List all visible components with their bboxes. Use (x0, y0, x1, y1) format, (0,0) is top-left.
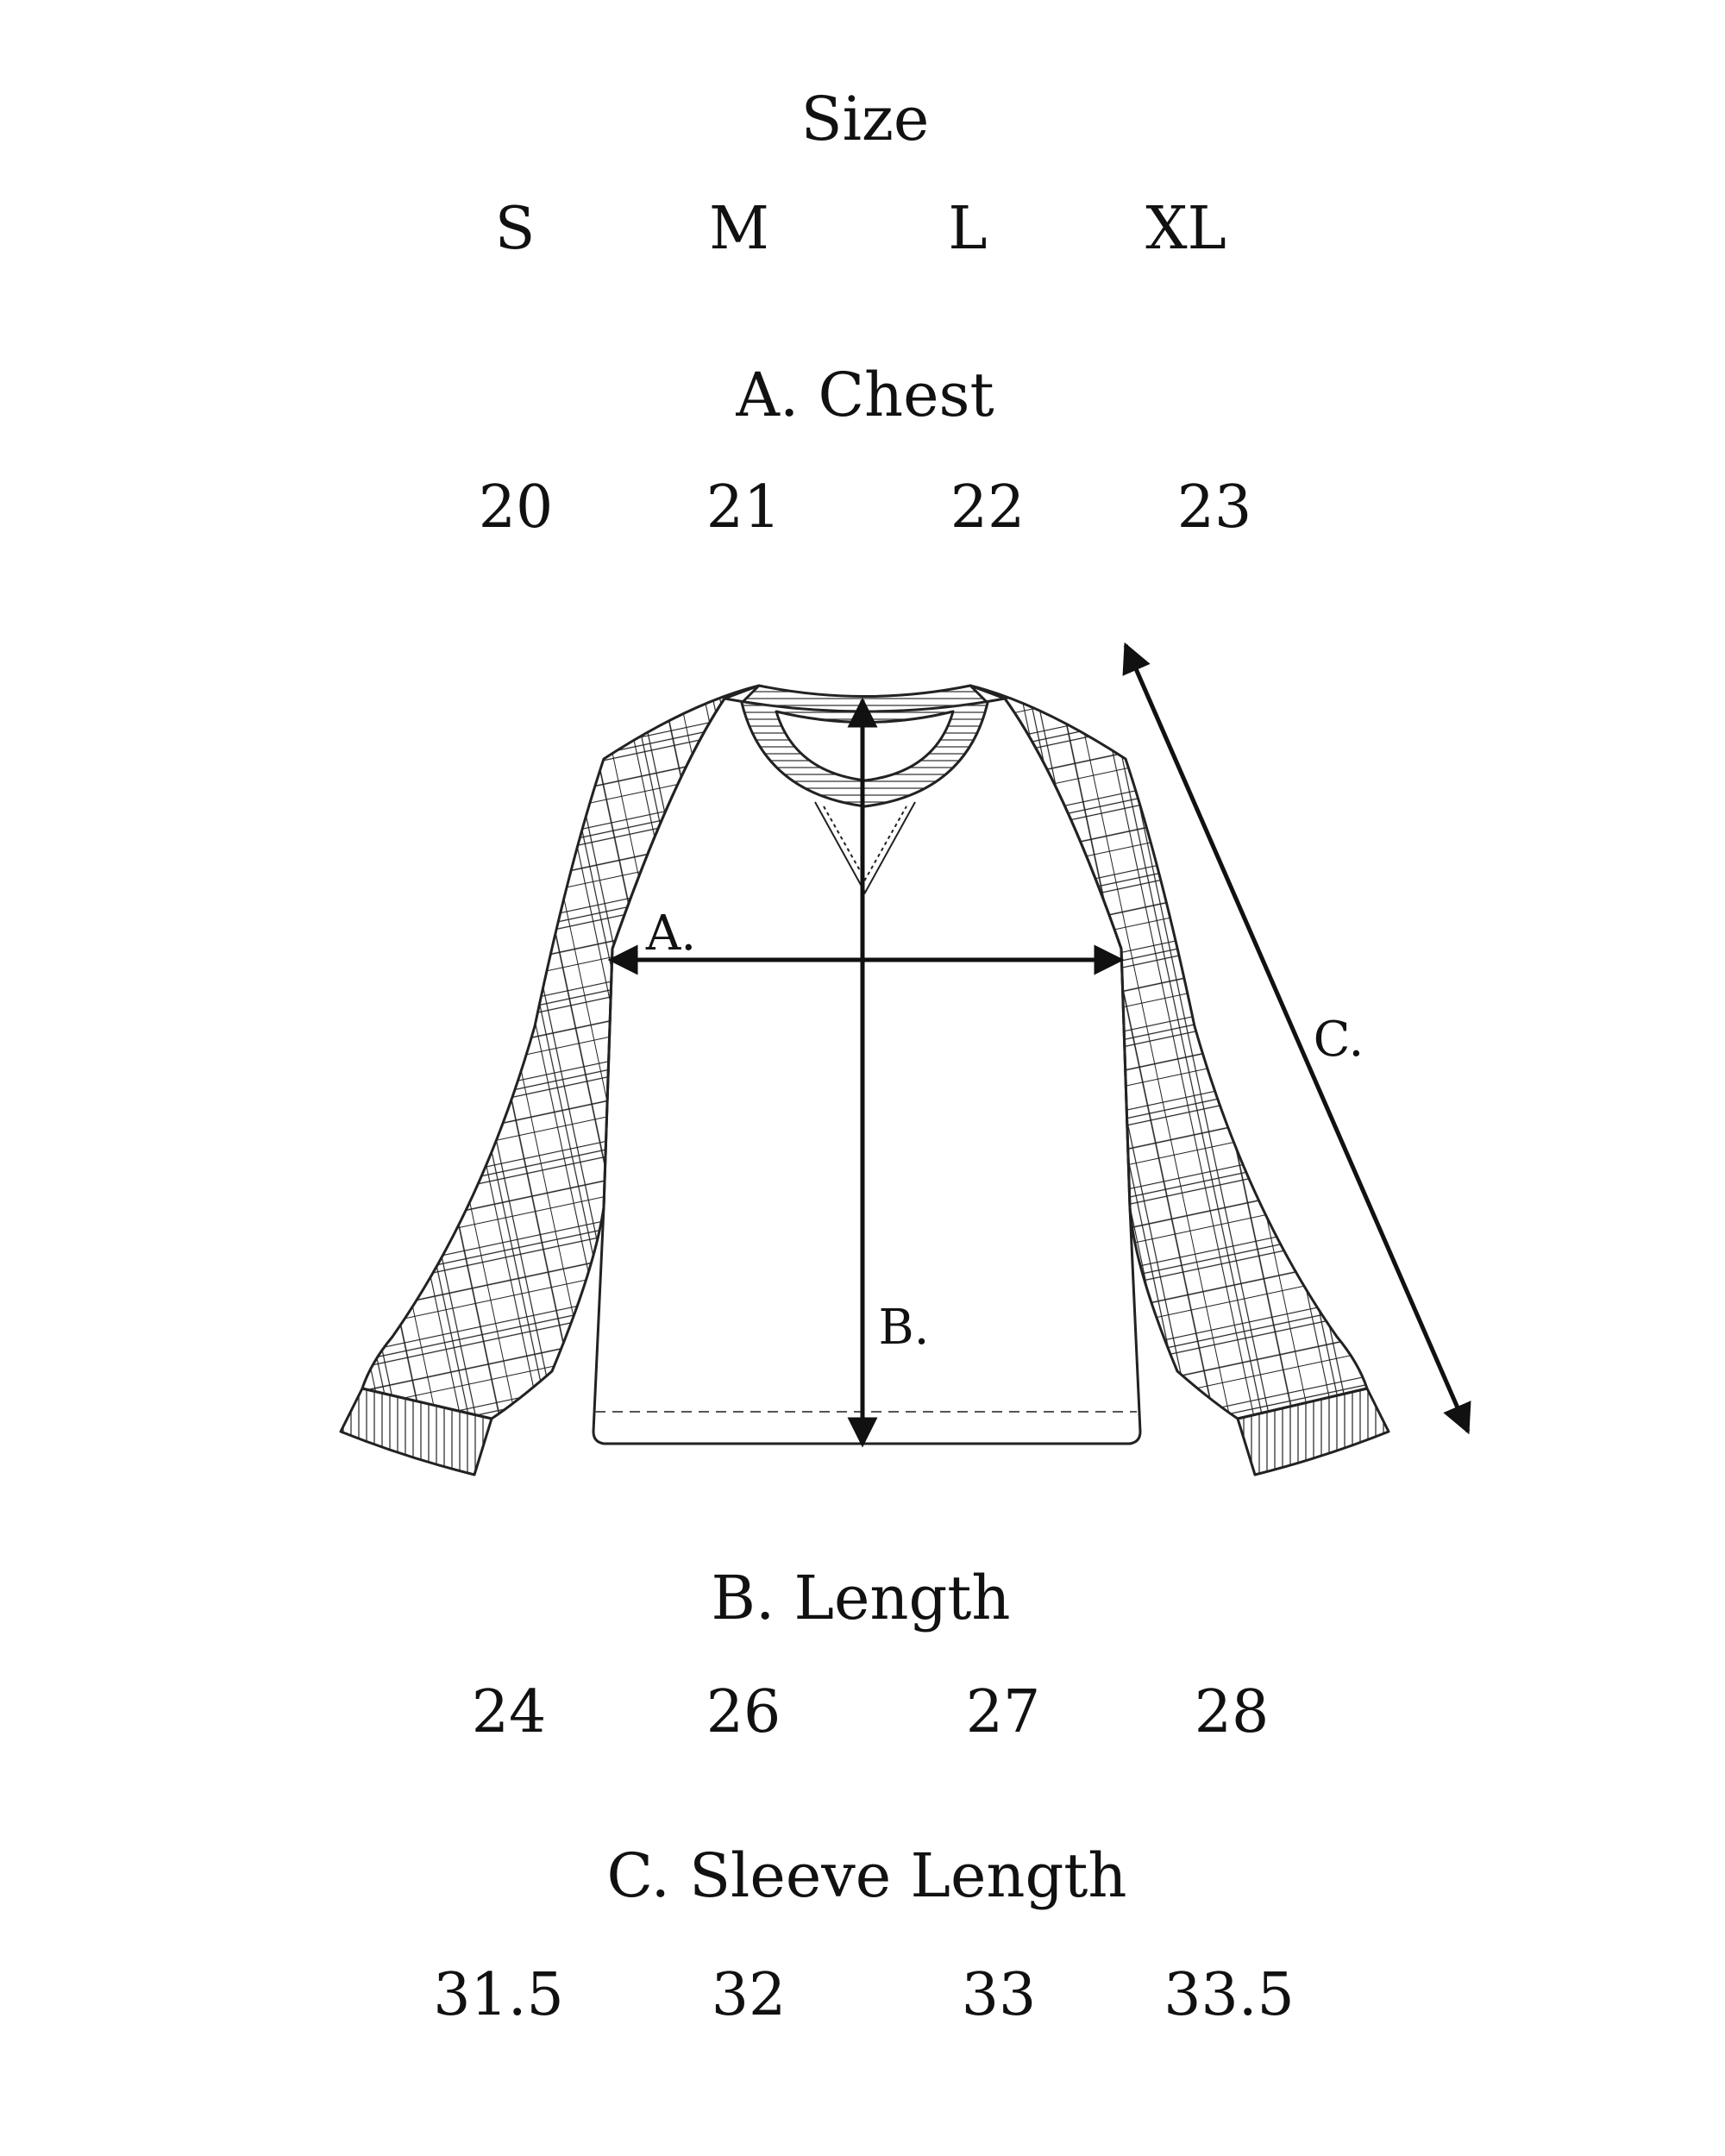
sleeve-value-s: 31.5 (433, 1961, 564, 2029)
sleeve-title: C. Sleeve Length (606, 1840, 1127, 1911)
size-label-s: S (494, 195, 536, 263)
length-value-m: 26 (706, 1678, 781, 1746)
chest-value-l: 22 (950, 473, 1026, 542)
chest-marker-label: A. (645, 906, 697, 962)
size-title: Size (800, 84, 930, 154)
chest-title: A. Chest (736, 360, 994, 430)
size-label-l: L (948, 195, 988, 263)
sleeve-marker-label: C. (1313, 1012, 1364, 1068)
sleeve-value-xl: 33.5 (1164, 1961, 1295, 2029)
chest-value-m: 21 (706, 473, 781, 542)
length-value-xl: 28 (1194, 1678, 1270, 1746)
size-label-m: M (709, 195, 769, 263)
length-marker-label: B. (878, 1300, 930, 1356)
chest-value-xl: 23 (1176, 473, 1252, 542)
body-panel (593, 699, 1140, 1444)
chest-value-s: 20 (478, 473, 554, 542)
sleeve-value-m: 32 (711, 1961, 787, 2029)
sleeve-value-l: 33 (961, 1961, 1037, 2029)
length-title: B. Length (711, 1563, 1011, 1633)
length-value-s: 24 (471, 1678, 547, 1746)
size-label-xl: XL (1145, 195, 1226, 263)
length-value-l: 27 (965, 1678, 1041, 1746)
